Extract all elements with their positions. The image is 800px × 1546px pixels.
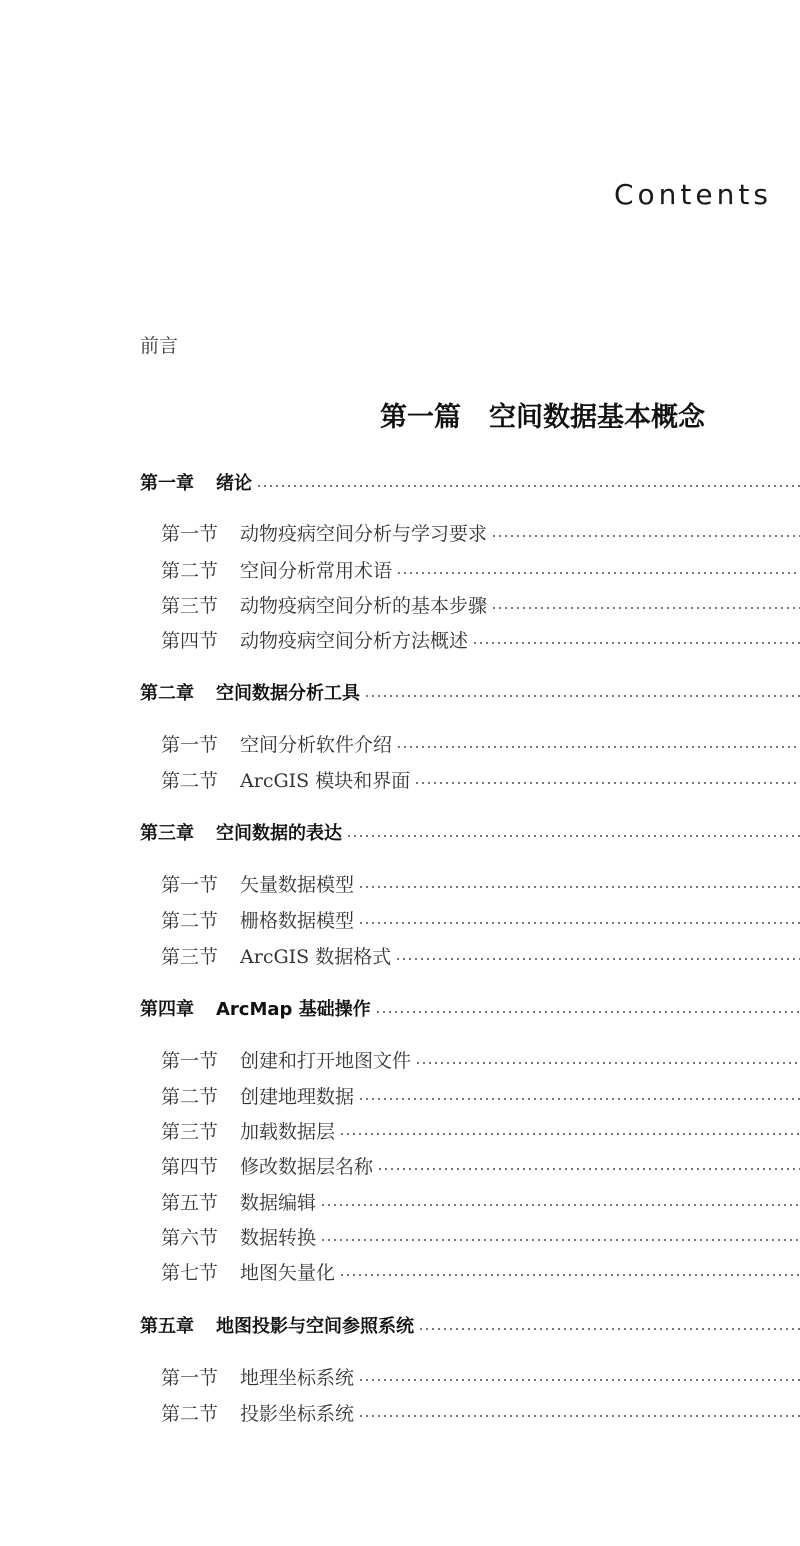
toc-chapter-2[interactable] — [140, 679, 800, 705]
dot-leader — [377, 1168, 800, 1170]
toc-chapter-1[interactable] — [140, 469, 800, 495]
toc-section-2-2[interactable] — [161, 766, 800, 792]
section-number: 第二节 — [161, 909, 219, 932]
dot-leader — [358, 1379, 800, 1381]
dot-leader — [472, 642, 800, 644]
dot-leader — [396, 572, 800, 574]
dot-leader — [358, 886, 800, 888]
section-title: 地图矢量化 — [240, 1261, 336, 1284]
section-label — [161, 1258, 335, 1284]
section-title: 修改数据层名称 — [240, 1155, 374, 1178]
dot-leader — [320, 1239, 800, 1241]
chapter-number: 第三章 — [140, 823, 194, 844]
toc-section-1-3[interactable] — [161, 591, 800, 617]
dot-leader — [358, 1098, 800, 1100]
toc-section-4-7[interactable] — [161, 1258, 800, 1284]
contents-heading: Contents — [614, 178, 772, 211]
section-label — [161, 1223, 316, 1249]
toc-section-4-6[interactable] — [161, 1223, 800, 1249]
section-title: 栅格数据模型 — [240, 909, 355, 932]
section-number: 第一节 — [161, 1366, 219, 1389]
section-title: 地理坐标系统 — [240, 1366, 355, 1389]
chapter-number: 第四章 — [140, 999, 194, 1020]
toc-section-1-1[interactable] — [161, 519, 800, 545]
chapter-label — [140, 469, 252, 495]
dot-leader — [320, 1204, 800, 1206]
section-label — [161, 1363, 354, 1389]
part-name: 空间数据基本概念 — [489, 402, 705, 433]
section-number: 第二节 — [161, 1402, 219, 1425]
section-label — [161, 942, 391, 968]
toc-chapter-4[interactable] — [140, 995, 800, 1021]
toc-preface[interactable]: 前言 — [140, 335, 179, 357]
dot-leader — [395, 958, 800, 960]
section-number: 第一节 — [161, 733, 219, 756]
section-title: 矢量数据模型 — [240, 873, 355, 896]
section-label — [161, 1188, 316, 1214]
section-title: 动物疫病空间分析与学习要求 — [240, 522, 488, 545]
dot-leader — [415, 1062, 800, 1064]
section-title: ArcGIS 数据格式 — [240, 945, 392, 968]
chapter-number: 第二章 — [140, 683, 194, 704]
dot-leader — [339, 1274, 800, 1276]
section-title: 动物疫病空间分析的基本步骤 — [240, 594, 488, 617]
chapter-title: 空间数据分析工具 — [216, 683, 360, 704]
section-number: 第三节 — [161, 1120, 219, 1143]
toc-chapter-3[interactable] — [140, 819, 800, 845]
dot-leader — [396, 746, 800, 748]
section-title: 空间分析常用术语 — [240, 559, 393, 582]
section-label — [161, 1152, 373, 1178]
section-number: 第一节 — [161, 873, 219, 896]
section-label — [161, 556, 392, 582]
dot-leader — [491, 607, 800, 609]
section-number: 第七节 — [161, 1261, 219, 1284]
dot-leader — [414, 782, 800, 784]
section-number: 第二节 — [161, 1085, 219, 1108]
section-label — [161, 730, 392, 756]
section-title: 创建地理数据 — [240, 1085, 355, 1108]
toc-section-4-4[interactable] — [161, 1152, 800, 1178]
chapter-title: 地图投影与空间参照系统 — [216, 1316, 414, 1337]
toc-section-4-3[interactable] — [161, 1117, 800, 1143]
chapter-title: 绪论 — [216, 473, 252, 494]
toc-section-2-1[interactable] — [161, 730, 800, 756]
chapter-label — [140, 679, 360, 705]
section-number: 第二节 — [161, 559, 219, 582]
toc-section-4-5[interactable] — [161, 1188, 800, 1214]
dot-leader — [375, 1011, 800, 1013]
section-label — [161, 1046, 411, 1072]
section-title: 加载数据层 — [240, 1120, 336, 1143]
section-number: 第四节 — [161, 629, 219, 652]
dot-leader — [339, 1133, 800, 1135]
dot-leader — [491, 535, 800, 537]
part-title — [380, 395, 705, 434]
section-label — [161, 1399, 354, 1425]
section-label — [161, 1117, 335, 1143]
chapter-label — [140, 819, 342, 845]
toc-chapter-5[interactable] — [140, 1312, 800, 1338]
section-number: 第三节 — [161, 945, 219, 968]
chapter-number: 第一章 — [140, 473, 194, 494]
section-number: 第五节 — [161, 1191, 219, 1214]
section-label — [161, 870, 354, 896]
section-title: 动物疫病空间分析方法概述 — [240, 629, 469, 652]
chapter-label — [140, 995, 371, 1021]
section-label — [161, 519, 487, 545]
dot-leader — [364, 695, 800, 697]
section-title: 数据编辑 — [240, 1191, 317, 1214]
toc-section-4-2[interactable] — [161, 1082, 800, 1108]
section-number: 第四节 — [161, 1155, 219, 1178]
toc-section-5-2[interactable] — [161, 1399, 800, 1425]
section-number: 第六节 — [161, 1226, 219, 1249]
section-number: 第一节 — [161, 1049, 219, 1072]
section-number: 第二节 — [161, 769, 219, 792]
section-title: ArcGIS 模块和界面 — [240, 769, 411, 792]
section-number: 第一节 — [161, 522, 219, 545]
section-label — [161, 591, 487, 617]
dot-leader — [346, 835, 800, 837]
dot-leader — [418, 1328, 800, 1330]
section-title: 数据转换 — [240, 1226, 317, 1249]
section-label — [161, 1082, 354, 1108]
section-title: 空间分析软件介绍 — [240, 733, 393, 756]
section-label — [161, 626, 468, 652]
chapter-label — [140, 1312, 414, 1338]
toc-section-3-3[interactable] — [161, 942, 800, 968]
toc-section-4-1[interactable] — [161, 1046, 800, 1072]
toc-section-1-2[interactable] — [161, 556, 800, 582]
dot-leader — [256, 485, 800, 487]
section-title: 投影坐标系统 — [240, 1402, 355, 1425]
toc-section-3-2[interactable] — [161, 906, 800, 932]
chapter-title: ArcMap 基础操作 — [216, 999, 371, 1020]
section-label — [161, 906, 354, 932]
toc-section-3-1[interactable] — [161, 870, 800, 896]
toc-section-1-4[interactable] — [161, 626, 800, 652]
section-title: 创建和打开地图文件 — [240, 1049, 412, 1072]
part-number: 第一篇 — [380, 402, 461, 433]
dot-leader — [358, 922, 800, 924]
dot-leader — [358, 1415, 800, 1417]
toc-section-5-1[interactable] — [161, 1363, 800, 1389]
chapter-title: 空间数据的表达 — [216, 823, 342, 844]
section-label — [161, 766, 410, 792]
section-number: 第三节 — [161, 594, 219, 617]
chapter-number: 第五章 — [140, 1316, 194, 1337]
